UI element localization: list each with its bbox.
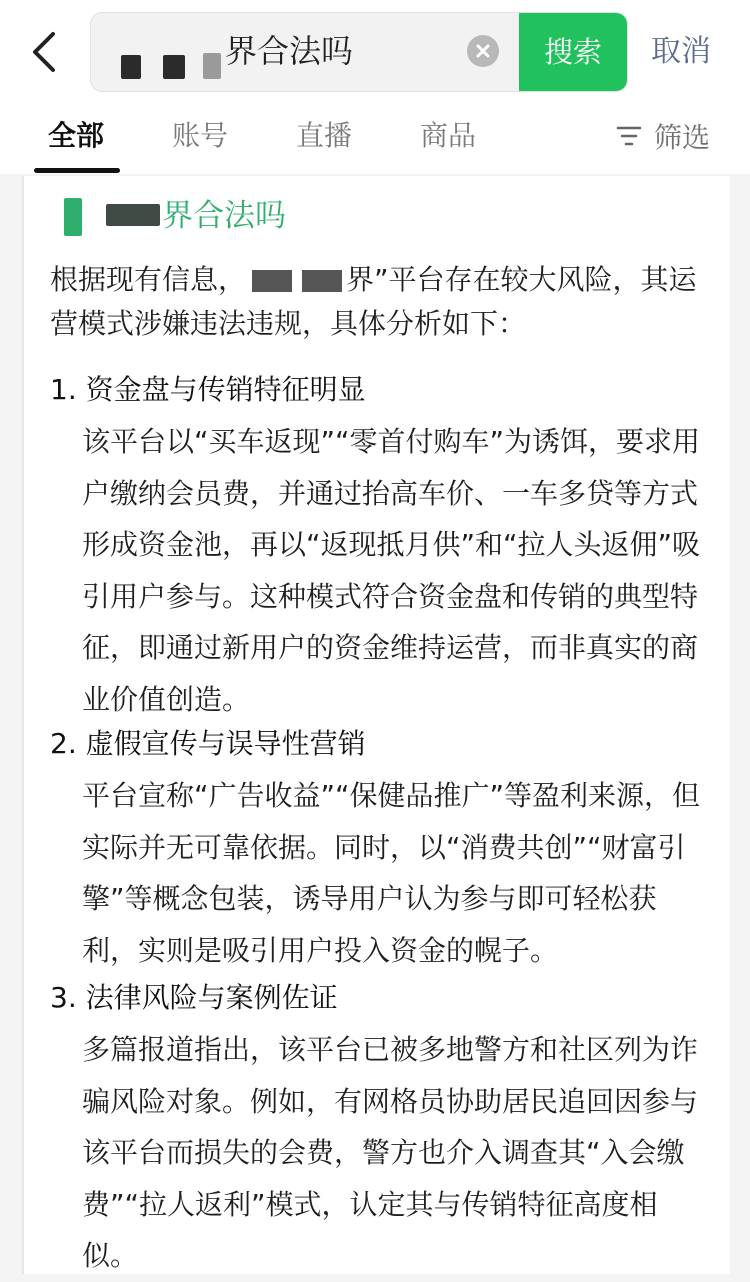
section-heading: 3. 法律风险与案例佐证 [50,981,338,1014]
section-heading: 2. 虚假宣传与误导性营销 [50,727,366,760]
section-heading: 1. 资金盘与传销特征明显 [50,373,366,406]
redacted-mark [252,270,292,292]
search-input[interactable] [90,12,628,92]
section-body: 多篇报道指出，该平台已被多地警方和社区列为诈骗风险对象。例如，有网格员协助居民追回因参与该平台而损失的会费，警方也介入调查其“入会缴费”“拉人返利”模式，认定其与传销特征高度相似。 [82,1033,699,1272]
tab-accounts[interactable]: 账号 [172,119,229,152]
answer-intro [50,258,710,346]
redacted-mark [121,55,141,79]
search-header [0,0,750,104]
filter-lines-icon [616,125,642,147]
clear-search-button[interactable] [467,35,499,67]
tab-all[interactable]: 全部 [48,119,105,152]
back-button[interactable] [22,24,66,80]
redacted-mark [203,53,221,79]
intro-text-after: 界”平台存在较大风险，其运营模式涉嫌违法违规，具体分析如下： [50,263,697,340]
chevron-left-icon [31,30,57,74]
tab-live[interactable]: 直播 [296,119,353,152]
result-tabs [0,104,750,174]
intro-text-before: 根据现有信息， [50,263,247,296]
close-circle-icon [475,43,491,59]
cancel-button[interactable]: 取消 [651,34,711,69]
tab-products[interactable]: 商品 [420,119,477,152]
redacted-mark [64,198,82,236]
search-button[interactable]: 搜索 [519,13,627,91]
redacted-mark [302,270,342,292]
answer-title: 界合法吗 [162,198,286,234]
redacted-mark [163,55,185,79]
redacted-mark [106,204,160,226]
section-body: 平台宣称“广告收益”“保健品推广”等盈利来源，但实际并无可靠依据。同时，以“消费共创”“财富引擎”等概念包装，诱导用户认为参与即可轻松获利，实则是吸引用户投入资金的幌子。 [82,779,701,967]
search-query-text: 界合法吗 [225,32,354,70]
filter-button[interactable] [616,116,710,156]
ai-answer-card [22,176,730,1274]
active-tab-indicator [34,168,120,173]
section-body: 该平台以“买车返现”“零首付购车”为诱饵，要求用户缴纳会员费，并通过抬高车价、一车多贷等方式形成资金池，再以“返现抵月供”和“拉人头返佣”吸引用户参与。这种模式符合资金盘和传销的典型特征，即通过新用户的资金维持运营，而非真实的商业价值创造。 [82,425,701,716]
filter-label: 筛选 [654,121,711,154]
